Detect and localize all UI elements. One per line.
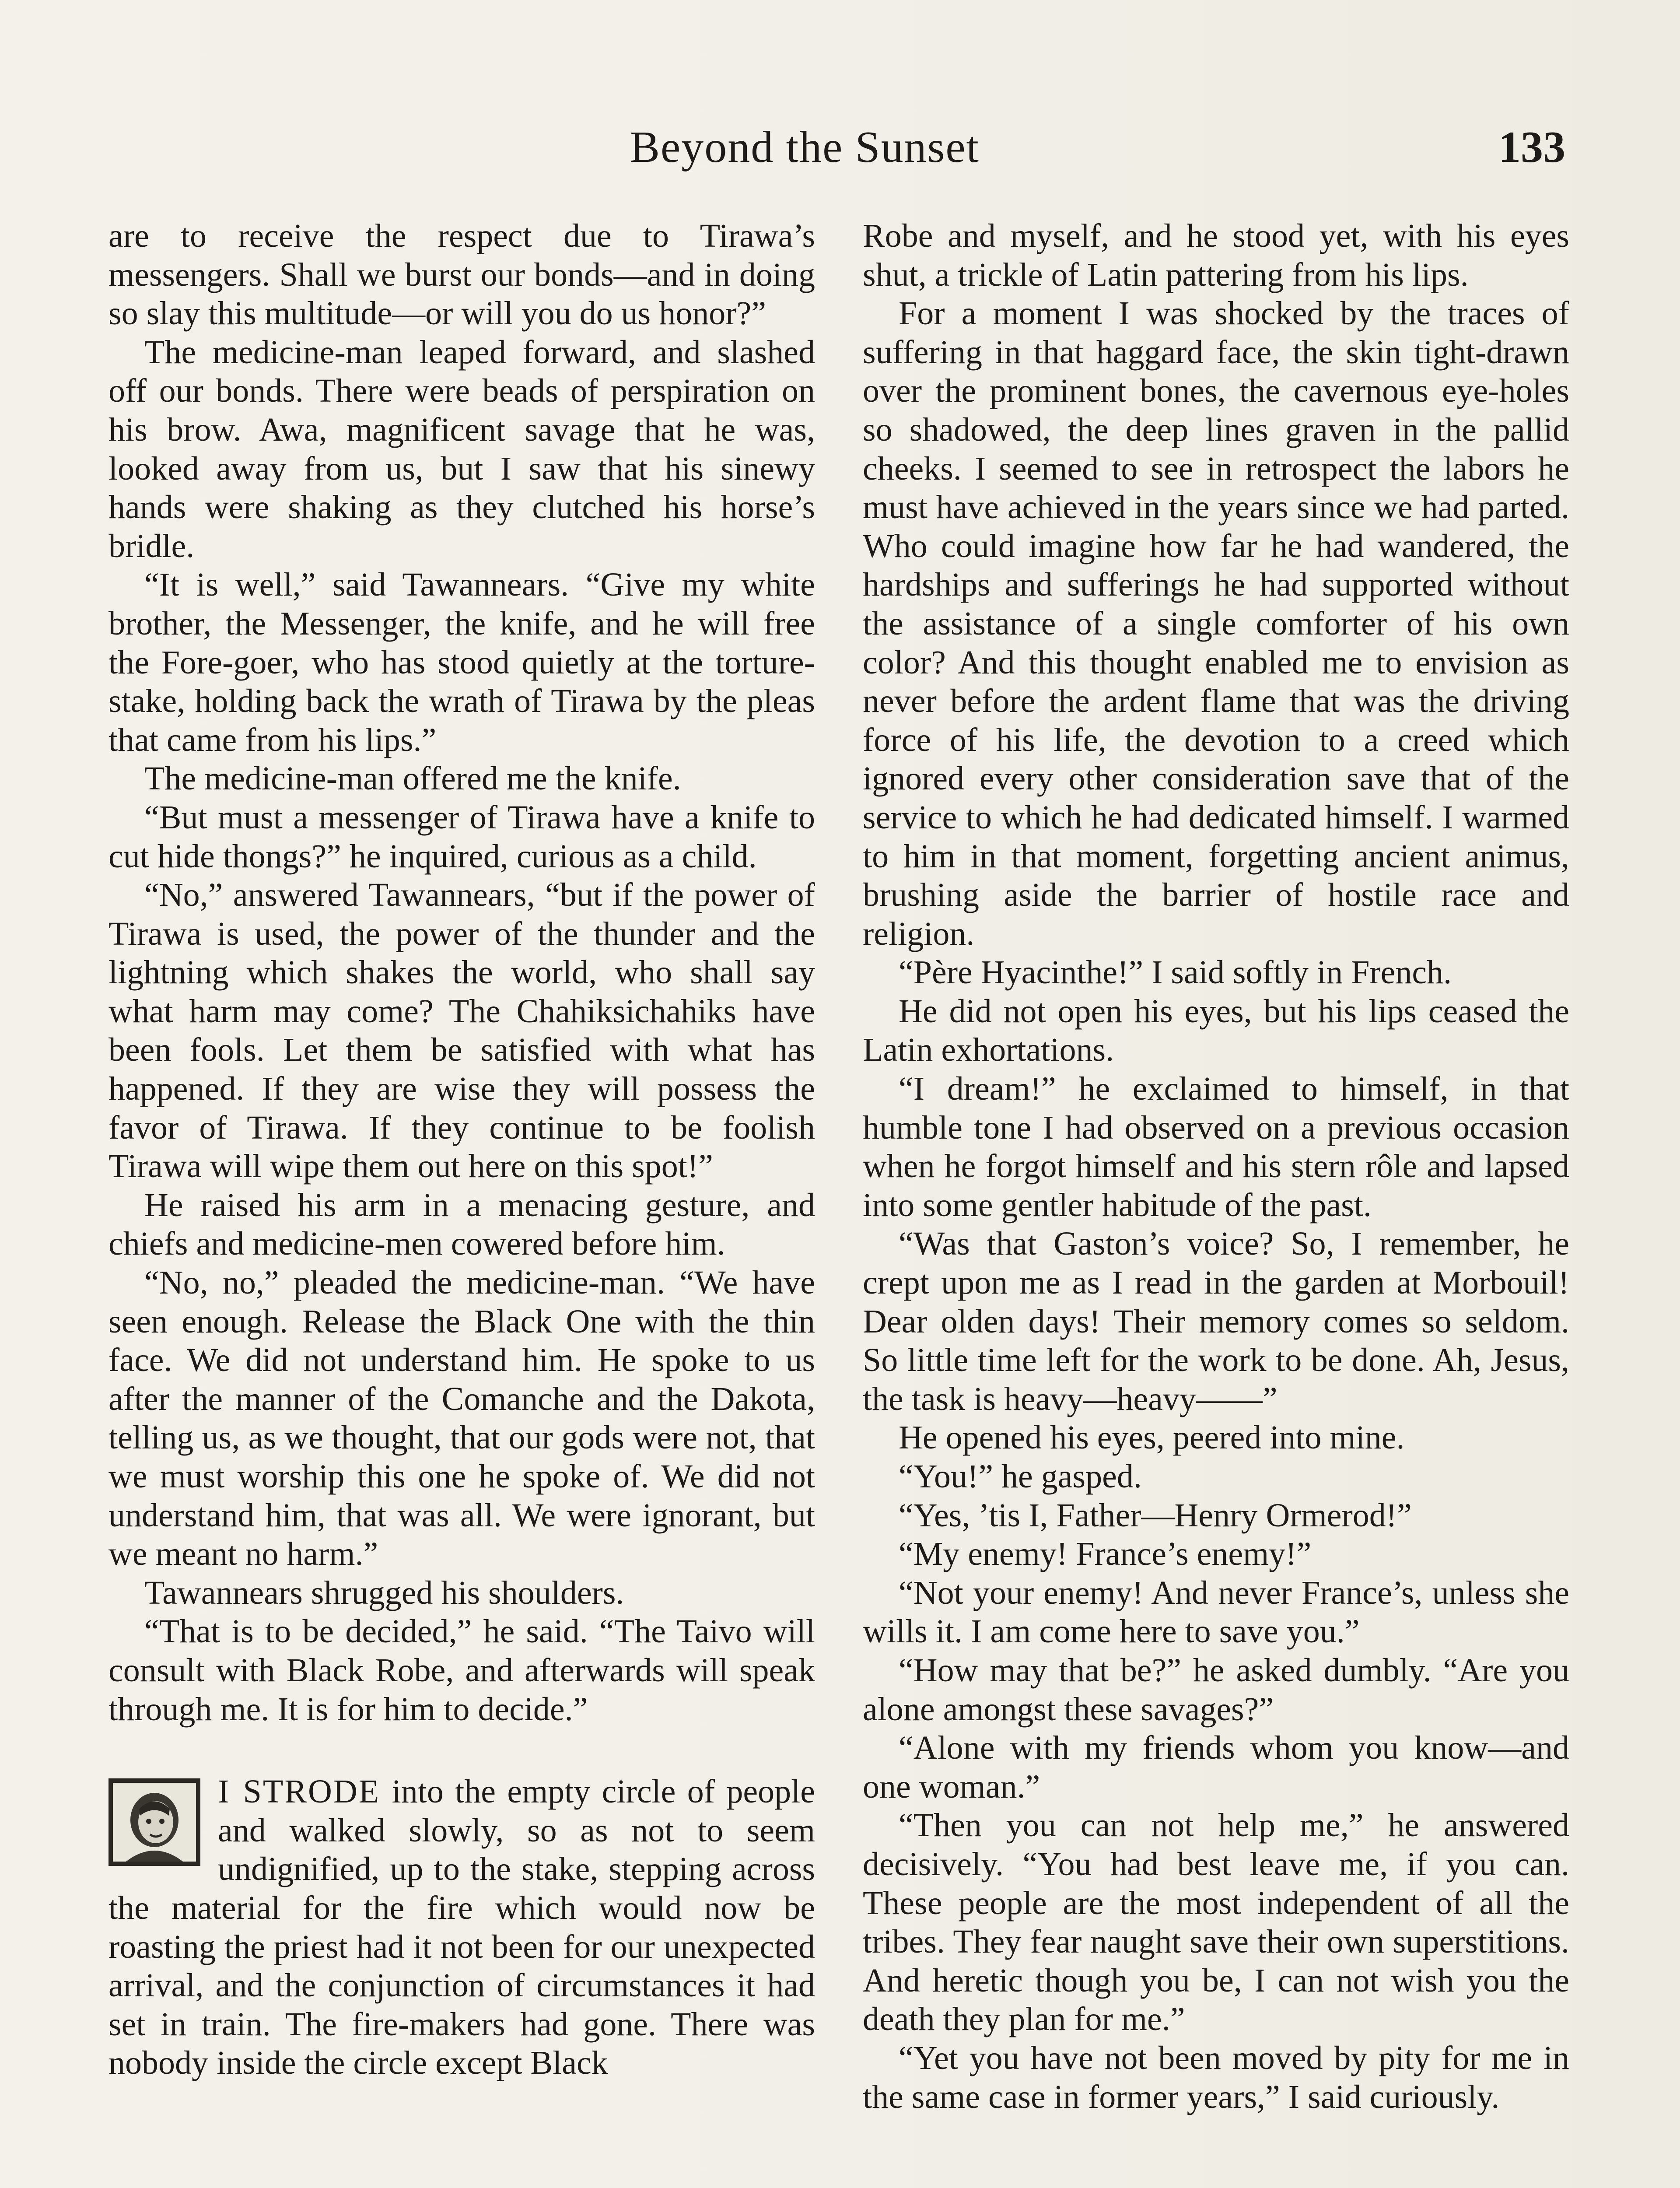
paragraph: For a moment I was shocked by the traces of suffering in that haggard face, the skin tight-drawn over the prominent bones, the cavernous eye-holes so shadowed, the deep lines graven in the pallid cheeks. I seemed to see in retrospect the labors he must have achieved in the years since we had parted. Who could imagine how far he had wandered, the hardships and sufferings he had supported without the assistance of a single comforter of his own color? And this thought enabled me to envision as never before the ardent flame that was the driving force of his life, the devotion to a creed which ignored every other consideration save that of the service to which he had dedicated himself. I warmed to him in that moment, forgetting ancient animus, brushing aside the barrier of hostile race and religion. xyxy=(863,295,1569,952)
section-lead-words: I STRODE xyxy=(218,1773,381,1810)
paragraph: “I dream!” he exclaimed to himself, in that humble tone I had observed on a previous occasion when he forgot himself and his stern rôle and lapsed into some gentler habitude of the past. xyxy=(863,1070,1569,1224)
page-header xyxy=(0,117,1680,183)
paragraph: Tawannears shrugged his shoulders. xyxy=(144,1574,624,1611)
paragraph: “Not your enemy! And never France’s, unless she wills it. I am come here to save you.” xyxy=(863,1574,1569,1650)
paragraph: “No, no,” pleaded the medicine-man. “We have seen enough. Release the Black One with the thin face. We did not understand him. He spoke to us after the manner of the Comanche and the Dakota, telling us, as we thought, that our gods were not, that we must worship this one he spoke of. We did not understand him, that was all. We were ignorant, but we meant no harm.” xyxy=(108,1264,815,1573)
section-body-text: into the empty circle of people and walked slowly, so as not to seem undignified, up to the stake, stepping across the material for the fire which would now be roasting the priest had it not been for our unexpected arrival, and the conjunction of circumstances it had set in train. The fire-makers had gone. There was nobody inside the circle except Black xyxy=(108,1773,815,2082)
paragraph: He raised his arm in a menacing gesture, and chiefs and medicine-men cowered before him. xyxy=(108,1186,815,1262)
paragraph: “It is well,” said Tawannears. “Give my white brother, the Messenger, the knife, and he will free the Fore-goer, who has stood quietly at the torture-stake, holding back the wrath of Tirawa by the pleas that came from his lips.” xyxy=(108,566,815,758)
paragraph: Robe and myself, and he stood yet, with his eyes shut, a trickle of Latin pattering from his lips. xyxy=(863,217,1569,293)
paragraph: are to receive the respect due to Tirawa’s messengers. Shall we burst our bonds—and in doing so slay this multitude—or will you do us honor?” xyxy=(108,217,815,332)
decorative-portrait-icon xyxy=(108,1778,200,1866)
paragraph: “Alone with my friends whom you know—and one woman.” xyxy=(863,1729,1569,1805)
paragraph: “Was that Gaston’s voice? So, I remember, he crept upon me as I read in the garden at Morbouil! Dear olden days! Their memory comes so seldom. So little time left for the work to be done. Ah, Jesus, the task is heavy—heavy——” xyxy=(863,1225,1569,1417)
section-opening-paragraph xyxy=(108,1772,815,2083)
portrait-illustration xyxy=(108,1778,200,1866)
running-title: Beyond the Sunset xyxy=(630,123,980,172)
paragraph: He did not open his eyes, but his lips ceased the Latin exhortations. xyxy=(863,992,1569,1069)
paragraph: “You!” he gasped. xyxy=(899,1458,1142,1495)
page-number: 133 xyxy=(1498,123,1565,172)
paragraph: “How may that be?” he asked dumbly. “Are you alone amongst these savages?” xyxy=(863,1652,1569,1728)
paragraph: “Then you can not help me,” he answered decisively. “You had best leave me, if you can. These people are the most independent of all the tribes. They fear naught save their own superstitions. And heretic though you be, I can not wish you the death they plan for me.” xyxy=(863,1807,1569,2038)
left-column xyxy=(108,217,815,2083)
paragraph: “No,” answered Tawannears, “but if the power of Tirawa is used, the power of the thunder and the lightning which shakes the world, who shall say what harm may come? The Chahiksichahiks have been fools. Let them be satisfied with what has happened. If they are wise they will possess the favor of Tirawa. If they continue to be foolish Tirawa will wipe them out here on this spot!” xyxy=(108,877,815,1185)
paragraph: “That is to be decided,” he said. “The Taivo will consult with Black Robe, and afterwards will speak through me. It is for him to decide.” xyxy=(108,1613,815,1728)
paragraph: “Père Hyacinthe!” I said softly in French. xyxy=(899,954,1452,991)
right-column xyxy=(863,217,1569,2116)
paragraph: “Yet you have not been moved by pity for me in the same case in former years,” I said curiously. xyxy=(863,2039,1569,2115)
paragraph: “Yes, ’tis I, Father—Henry Ormerod!” xyxy=(899,1497,1412,1534)
paragraph: “My enemy! France’s enemy!” xyxy=(899,1536,1312,1573)
paragraph: The medicine-man leaped forward, and slashed off our bonds. There were beads of perspiration on his brow. Awa, magnificent savage that he was, looked away from us, but I saw that his sinewy hands were shaking as they clutched his horse’s bridle. xyxy=(108,333,815,565)
paragraph: “But must a messenger of Tirawa have a knife to cut hide thongs?” he inquired, curious as a child. xyxy=(108,799,815,875)
paragraph: He opened his eyes, peered into mine. xyxy=(899,1419,1405,1456)
paragraph: The medicine-man offered me the knife. xyxy=(144,760,681,797)
